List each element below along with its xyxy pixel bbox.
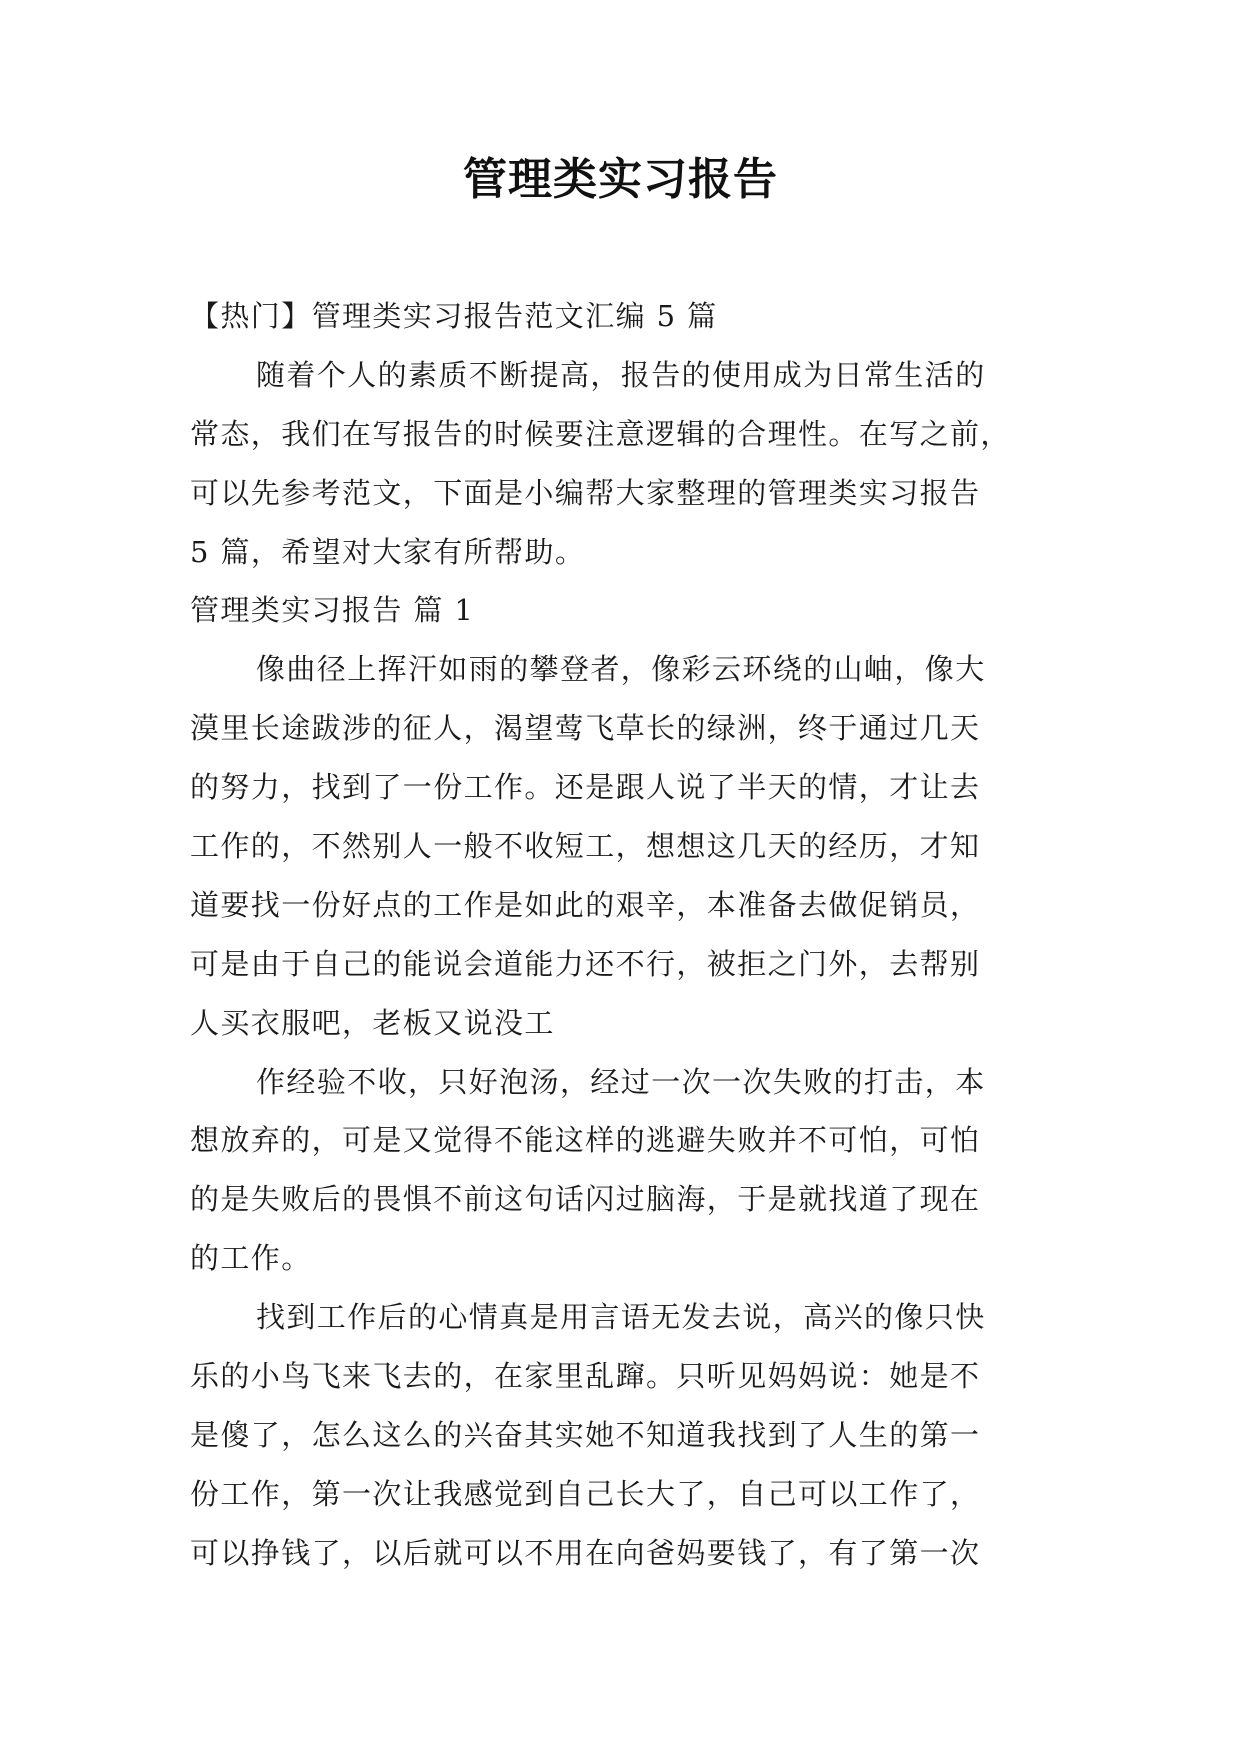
paragraph-line: 人买衣服吧，老板又说没工: [190, 1005, 555, 1040]
paragraph-line: 份工作，第一次让我感觉到自己长大了，自己可以工作了，: [190, 1476, 981, 1511]
paragraph-line: 道要找一份好点的工作是如此的艰辛，本准备去做促销员，: [190, 887, 981, 922]
paragraph-line: 常态，我们在写报告的时候要注意逻辑的合理性。在写之前，: [190, 416, 1011, 451]
paragraph-line: 作经验不收，只好泡汤，经过一次一次失败的打击，本: [256, 1064, 986, 1099]
document-title: 管理类实习报告: [463, 154, 778, 205]
paragraph-line: 可以先参考范文，下面是小编帮大家整理的管理类实习报告: [190, 475, 981, 510]
paragraph-line: 的是失败后的畏惧不前这句话闪过脑海，于是就找道了现在: [190, 1182, 981, 1217]
section-heading: 管理类实习报告 篇 1: [190, 593, 475, 628]
document-body: [190, 287, 1052, 1583]
paragraph-line: 随着个人的素质不断提高，报告的使用成为日常生活的: [256, 357, 986, 392]
paragraph-line: 工作的，不然别人一般不收短工，想想这几天的经历，才知: [190, 829, 981, 864]
paragraph-line: 的工作。: [190, 1241, 312, 1276]
paragraph-line: 5 篇，希望对大家有所帮助。: [190, 534, 586, 569]
paragraph-line: 的努力，找到了一份工作。还是跟人说了半天的情，才让去: [190, 770, 981, 805]
subtitle-line: 【热门】管理类实习报告范文汇编 5 篇: [190, 299, 718, 333]
paragraph-line: 像曲径上挥汗如雨的攀登者，像彩云环绕的山岫，像大: [256, 652, 986, 687]
paragraph-line: 可以挣钱了，以后就可以不用在向爸妈要钱了，有了第一次: [190, 1535, 981, 1570]
paragraph-line: 是傻了，怎么这么的兴奋其实她不知道我找到了人生的第一: [190, 1417, 981, 1452]
paragraph-line: 想放弃的，可是又觉得不能这样的逃避失败并不可怕，可怕: [190, 1123, 981, 1158]
paragraph-line: 找到工作后的心情真是用言语无发去说，高兴的像只快: [256, 1300, 986, 1335]
paragraph-line: 乐的小鸟飞来飞去的，在家里乱蹿。只听见妈妈说：她是不: [190, 1359, 981, 1394]
paragraph-line: 漠里长途跋涉的征人，渴望莺飞草长的绿洲，终于通过几天: [190, 711, 981, 746]
paragraph-line: 可是由于自己的能说会道能力还不行，被拒之门外，去帮别: [190, 946, 981, 981]
